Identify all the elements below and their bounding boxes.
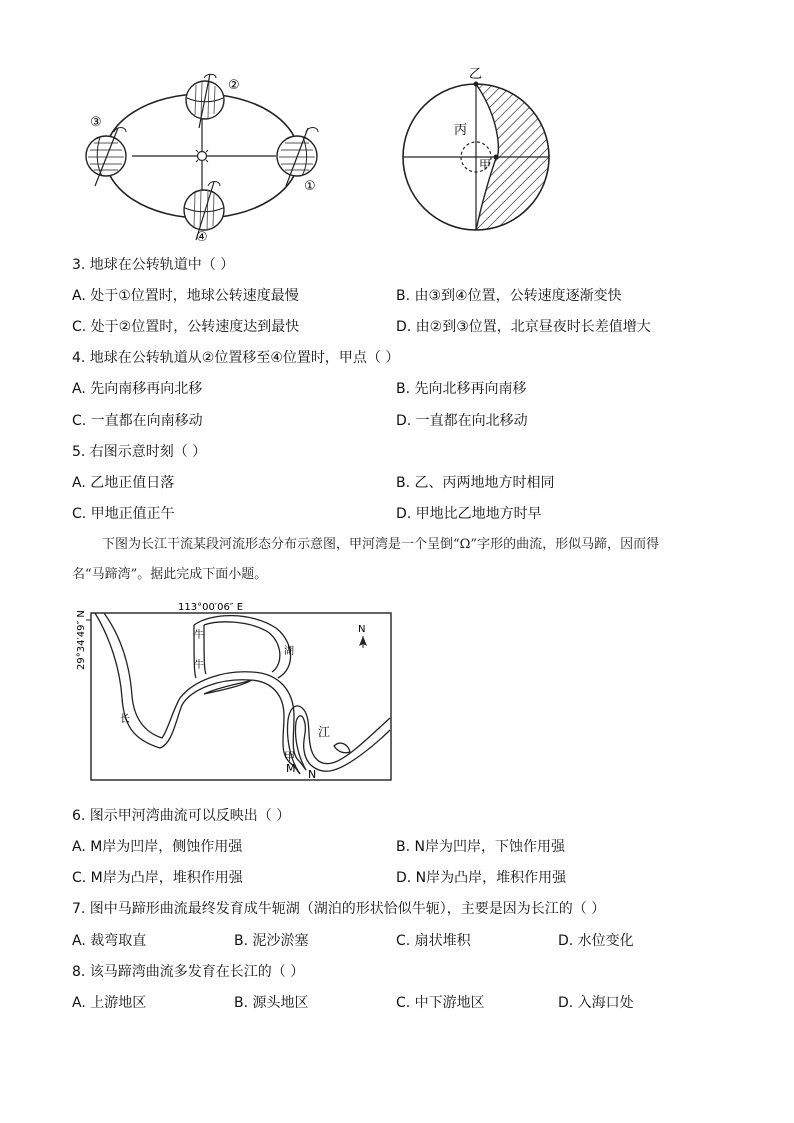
question-3-option-d[interactable]: D. 由②到③位置，北京昼夜时长差值增大 [396, 319, 651, 335]
globe-label-yi: 乙 [469, 67, 483, 82]
question-8-option-d[interactable]: D. 入海口处 [558, 995, 634, 1011]
question-5-option-d[interactable]: D. 甲地比乙地地方时早 [396, 506, 542, 522]
svg-text:N: N [358, 624, 366, 635]
question-7-option-b[interactable]: B. 泥沙淤塞 [234, 933, 309, 949]
intro-line-2: 名“马蹄湾”。据此完成下面小题。 [72, 567, 268, 582]
question-6-option-d[interactable]: D. N岸为凸岸，堆积作用强 [396, 870, 567, 886]
question-3-option-b[interactable]: B. 由③到④位置，公转速度逐渐变快 [396, 288, 622, 304]
earth-position-3-icon [86, 128, 126, 187]
question-3-option-c[interactable]: C. 处于②位置时，公转速度达到最快 [72, 319, 300, 335]
intro-line-1: 下图为长江干流某段河流形态分布示意图，甲河湾是一个呈倒“Ω”字形的曲流，形似马蹄，因而得 [102, 537, 660, 552]
bank-label-m: M [286, 762, 296, 775]
question-8-stem: 8. 该马蹄湾曲流多发育在长江的（ ） [72, 964, 305, 980]
globe-diagram [396, 62, 566, 237]
map-label-jia: 甲 [284, 750, 295, 763]
question-7-option-d[interactable]: D. 水位变化 [558, 933, 634, 949]
sun-icon [193, 147, 211, 165]
map-label-niu-2: 牛 [194, 660, 204, 671]
globe-label-bing: 丙 [454, 123, 468, 138]
question-8-option-c[interactable]: C. 中下游地区 [396, 995, 485, 1011]
question-4-option-c[interactable]: C. 一直都在向南移动 [72, 413, 203, 429]
orbit-label-4: ④ [196, 230, 208, 245]
map-label-niu-1: 牛 [194, 630, 204, 641]
question-7-option-a[interactable]: A. 裁弯取直 [72, 933, 147, 949]
map-label-jiang: 江 [318, 725, 331, 739]
question-6-stem: 6. 图示甲河湾曲流可以反映出（ ） [72, 808, 291, 824]
question-5-option-b[interactable]: B. 乙、丙两地地方时相同 [396, 475, 555, 491]
question-5-option-c[interactable]: C. 甲地正值正午 [72, 506, 175, 522]
question-5-stem: 5. 右图示意时刻（ ） [72, 444, 207, 460]
orbit-label-2: ② [228, 78, 240, 93]
question-7-stem: 7. 图中马蹄形曲流最终发育成牛轭湖（湖泊的形状恰似牛轭），主要是因为长江的（ ） [72, 901, 606, 917]
orbit-diagram [78, 70, 328, 250]
earth-position-1-icon [277, 128, 318, 187]
question-8-option-b[interactable]: B. 源头地区 [234, 995, 309, 1011]
point-jia [494, 155, 499, 160]
question-4-stem: 4. 地球在公转轨道从②位置移至④位置时，甲点（ ） [72, 350, 400, 366]
latitude-label: 29°34′49″ N [76, 610, 87, 670]
map-label-chang: 长 [120, 714, 130, 725]
earth-position-2-icon [186, 74, 224, 128]
longitude-label: 113°00′06″ E [178, 602, 244, 613]
question-6-option-a[interactable]: A. M岸为凹岸，侧蚀作用强 [72, 839, 243, 855]
river-map [72, 598, 398, 788]
question-6-option-c[interactable]: C. M岸为凸岸，堆积作用强 [72, 870, 243, 886]
material-intro [72, 530, 732, 590]
bank-label-n: N [308, 768, 317, 781]
question-5-option-a[interactable]: A. 乙地正值日落 [72, 475, 175, 491]
map-frame [91, 613, 391, 780]
question-3-option-a[interactable]: A. 处于①位置时，地球公转速度最慢 [72, 288, 299, 304]
point-yi [474, 82, 479, 87]
question-8-option-a[interactable]: A. 上游地区 [72, 995, 147, 1011]
question-4-option-b[interactable]: B. 先向北移再向南移 [396, 381, 527, 397]
globe-label-jia: 甲 [479, 158, 492, 172]
question-3-stem: 3. 地球在公转轨道中（ ） [72, 257, 235, 273]
orbit-label-3: ③ [90, 115, 102, 130]
question-4-option-a[interactable]: A. 先向南移再向北移 [72, 381, 203, 397]
question-4-option-d[interactable]: D. 一直都在向北移动 [396, 413, 528, 429]
question-7-option-c[interactable]: C. 扇状堆积 [396, 933, 471, 949]
orbit-label-1: ① [304, 179, 316, 194]
question-6-option-b[interactable]: B. N岸为凹岸，下蚀作用强 [396, 839, 565, 855]
map-label-hu: 湖 [284, 646, 294, 657]
